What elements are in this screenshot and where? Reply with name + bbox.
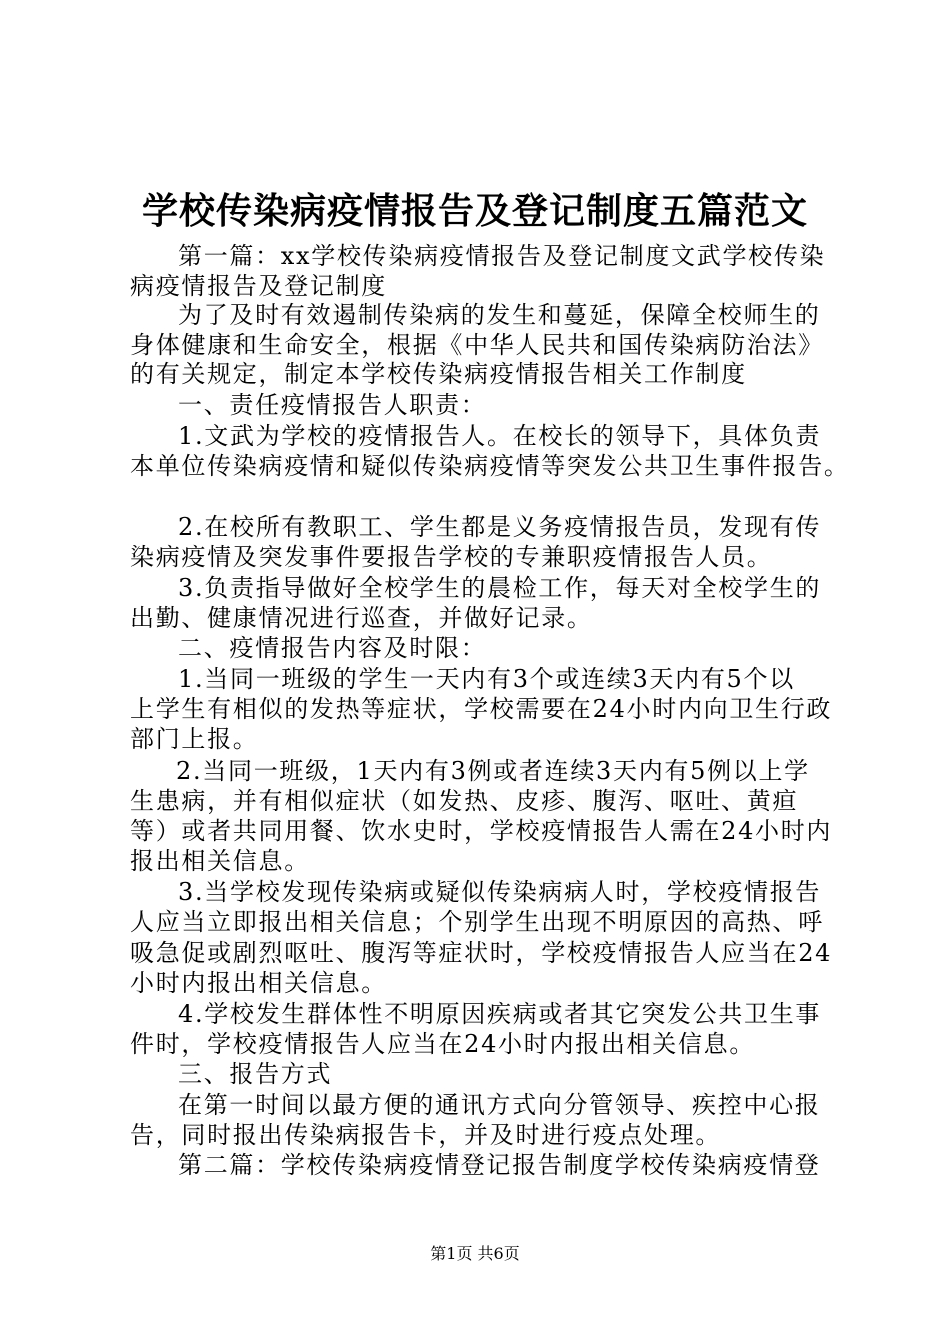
text-line: 染病疫情及突发事件要报告学校的专兼职疫情报告人员。: [130, 543, 773, 571]
text-line: 部门上报。: [130, 725, 259, 753]
section-heading: 三、报告方式: [178, 1060, 333, 1088]
text-line: 4.学校发生群体性不明原因疾病或者其它突发公共卫生事: [178, 1000, 822, 1028]
text-line: 第一篇：xx学校传染病疫情报告及登记制度文武学校传染: [178, 242, 826, 270]
text-line: 告，同时报出传染病报告卡，并及时进行疫点处理。: [130, 1121, 722, 1149]
section-heading: 一、责任疫情报告人职责：: [178, 391, 487, 419]
text-line: 3.负责指导做好全校学生的晨检工作，每天对全校学生的: [178, 574, 822, 602]
text-line: 件时，学校疫情报告人应当在24小时内报出相关信息。: [130, 1030, 756, 1058]
text-line: 小时内报出相关信息。: [130, 969, 387, 997]
text-line: 上学生有相似的发热等症状，学校需要在24小时内向卫生行政: [130, 695, 833, 723]
text-line: 2.在校所有教职工、学生都是义务疫情报告员，发现有传: [178, 513, 822, 541]
text-line: 2.当同一班级，1天内有3例或者连续3天内有5例以上学: [176, 757, 810, 785]
text-line: 吸急促或剧烈呕吐、腹泻等症状时，学校疫情报告人应当在24: [130, 939, 833, 967]
text-line: 第二篇：学校传染病疫情登记报告制度学校传染病疫情登: [178, 1151, 821, 1179]
text-line: 为了及时有效遏制传染病的发生和蔓延，保障全校师生的: [178, 301, 821, 329]
text-line: 生患病，并有相似症状（如发热、皮疹、腹泻、呕吐、黄疸: [130, 787, 799, 815]
text-line: 等）或者共同用餐、饮水史时，学校疫情报告人需在24小时内: [130, 817, 833, 845]
text-line: 在第一时间以最方便的通讯方式向分管领导、疾控中心报: [178, 1091, 821, 1119]
text-line: 出勤、健康情况进行巡查，并做好记录。: [130, 604, 593, 632]
text-line: 1.当同一班级的学生一天内有3个或连续3天内有5个以: [178, 665, 795, 693]
text-line: 身体健康和生命安全，根据《中华人民共和国传染病防治法》: [130, 331, 824, 359]
document-title: 学校传染病疫情报告及登记制度五篇范文: [141, 190, 808, 232]
text-line: 本单位传染病疫情和疑似传染病疫情等突发公共卫生事件报告。: [130, 452, 850, 480]
text-line: 报出相关信息。: [130, 847, 310, 875]
page-footer: 第1页 共6页: [430, 1244, 520, 1263]
section-heading: 二、疫情报告内容及时限：: [178, 634, 487, 662]
text-line: 的有关规定，制定本学校传染病疫情报告相关工作制度: [130, 360, 747, 388]
text-line: 1.文武为学校的疫情报告人。在校长的领导下，具体负责: [178, 422, 822, 450]
text-line: 病疫情报告及登记制度: [130, 272, 387, 300]
text-line: 人应当立即报出相关信息；个别学生出现不明原因的高热、呼: [130, 908, 824, 936]
text-line: 3.当学校发现传染病或疑似传染病病人时，学校疫情报告: [178, 878, 822, 906]
